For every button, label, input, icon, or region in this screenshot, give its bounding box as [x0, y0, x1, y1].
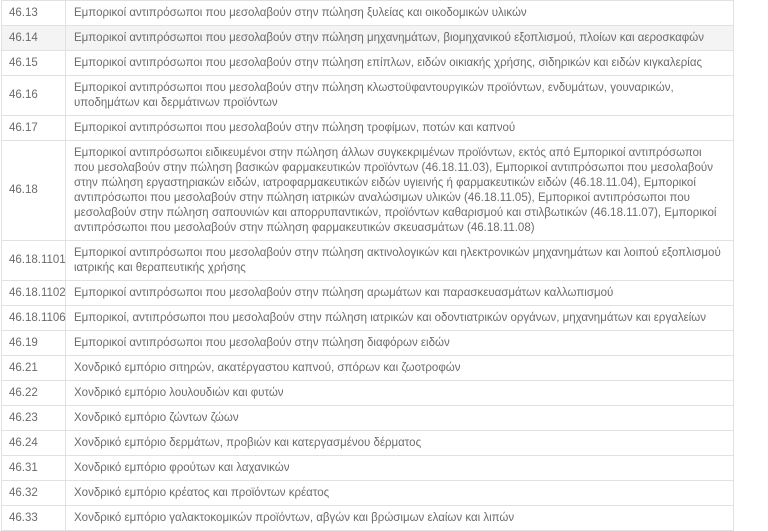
activity-code-cell: 46.19: [2, 331, 66, 356]
activity-codes-table: [1, 0, 734, 531]
activity-description-cell: Εμπορικοί αντιπρόσωποι που μεσολαβούν στην πώληση επίπλων, ειδών οικιακής χρήσης, σιδηρικών και ειδών κιγκαλερίας: [66, 51, 734, 76]
table-row[interactable]: [2, 76, 734, 116]
activity-code-cell: 46.15: [2, 51, 66, 76]
table-row[interactable]: [2, 481, 734, 506]
activity-description-cell: Χονδρικό εμπόριο σιτηρών, ακατέργαστου καπνού, σπόρων και ζωοτροφών: [66, 356, 734, 381]
activity-code-cell: 46.13: [2, 1, 66, 26]
activity-description-cell: Εμπορικοί αντιπρόσωποι ειδικευμένοι στην πώληση άλλων συγκεκριμένων προϊόντων, εκτός από Εμπορικοί αντιπρόσωποι που μεσολαβούν στην πώληση βασικών φαρμακευτικών προϊόντων (46.18.11.03), Εμπορικοί αντιπρόσωποι που μεσολαβούν στην πώληση εργαστηριακών ειδών, ιατροφαρμακευτικών ειδών υγιεινής ή φαρμακευτικών ειδών (46.18.11.04), Εμπορικοί αντιπρόσωποι που μεσολαβούν στην πώληση ιατρικών αναλώσιμων υλικών (46.18.11.05), Εμπορικοί αντιπρόσωποι που μεσολαβούν στην πώληση σαπουνιών και απορρυπαντικών, προϊόντων καθαρισμού και στιλβωτικών (46.18.11.07), Εμπορικοί αντιπρόσωποι που μεσολαβούν στην πώληση φαρμακευτικών σκευασμάτων (46.18.11.08): [66, 141, 734, 241]
activity-description-cell: Εμπορικοί αντιπρόσωποι που μεσολαβούν στην πώληση αρωμάτων και παρασκευασμάτων καλλωπισμού: [66, 281, 734, 306]
table-row[interactable]: [2, 431, 734, 456]
activity-code-cell: 46.16: [2, 76, 66, 116]
table-row[interactable]: [2, 456, 734, 481]
table-row[interactable]: [2, 406, 734, 431]
table-row[interactable]: [2, 26, 734, 51]
activity-code-cell: 46.18.1101: [2, 241, 66, 281]
activity-description-cell: Εμπορικοί αντιπρόσωποι που μεσολαβούν στην πώληση μηχανημάτων, βιομηχανικού εξοπλισμού, πλοίων και αεροσκαφών: [66, 26, 734, 51]
activity-code-cell: 46.24: [2, 431, 66, 456]
activity-description-cell: Εμπορικοί αντιπρόσωποι που μεσολαβούν στην πώληση ακτινολογικών και ηλεκτρονικών μηχανημάτων και λοιπού εξοπλισμού ιατρικής και θεραπευτικής χρήσης: [66, 241, 734, 281]
activity-description-cell: Εμπορικοί αντιπρόσωποι που μεσολαβούν στην πώληση διαφόρων ειδών: [66, 331, 734, 356]
activity-description-cell: Χονδρικό εμπόριο ζώντων ζώων: [66, 406, 734, 431]
table-row[interactable]: [2, 1, 734, 26]
activity-description-cell: Εμπορικοί αντιπρόσωποι που μεσολαβούν στην πώληση ξυλείας και οικοδομικών υλικών: [66, 1, 734, 26]
activity-description-cell: Χονδρικό εμπόριο φρούτων και λαχανικών: [66, 456, 734, 481]
table-row[interactable]: [2, 331, 734, 356]
activity-description-cell: Χονδρικό εμπόριο λουλουδιών και φυτών: [66, 381, 734, 406]
activity-code-cell: 46.18.1106: [2, 306, 66, 331]
activity-code-cell: 46.18: [2, 141, 66, 241]
activity-code-cell: 46.14: [2, 26, 66, 51]
activity-code-cell: 46.23: [2, 406, 66, 431]
table-row[interactable]: [2, 381, 734, 406]
activity-code-cell: 46.18.1102: [2, 281, 66, 306]
activity-code-cell: 46.17: [2, 116, 66, 141]
activity-description-cell: Εμπορικοί αντιπρόσωποι που μεσολαβούν στην πώληση κλωστοϋφαντουργικών προϊόντων, ενδυμάτων, γουναρικών, υποδημάτων και δερμάτινων προϊόντων: [66, 76, 734, 116]
table-row[interactable]: [2, 281, 734, 306]
table-row[interactable]: [2, 241, 734, 281]
table-row[interactable]: [2, 51, 734, 76]
activity-description-cell: Εμπορικοί αντιπρόσωποι που μεσολαβούν στην πώληση τροφίμων, ποτών και καπνού: [66, 116, 734, 141]
activity-code-cell: 46.21: [2, 356, 66, 381]
activity-code-cell: 46.33: [2, 506, 66, 531]
activity-code-cell: 46.22: [2, 381, 66, 406]
table-row[interactable]: [2, 306, 734, 331]
table-body: [2, 1, 734, 531]
activity-code-cell: 46.31: [2, 456, 66, 481]
table-row[interactable]: [2, 141, 734, 241]
activity-description-cell: Εμπορικοί, αντιπρόσωποι που μεσολαβούν στην πώληση ιατρικών και οδοντιατρικών οργάνων, μηχανημάτων και εργαλείων: [66, 306, 734, 331]
activity-description-cell: Χονδρικό εμπόριο δερμάτων, προβιών και κατεργασμένου δέρματος: [66, 431, 734, 456]
table-row[interactable]: [2, 356, 734, 381]
table-row[interactable]: [2, 506, 734, 531]
activity-code-cell: 46.32: [2, 481, 66, 506]
activity-description-cell: Χονδρικό εμπόριο κρέατος και προϊόντων κρέατος: [66, 481, 734, 506]
activity-description-cell: Χονδρικό εμπόριο γαλακτοκομικών προϊόντων, αβγών και βρώσιμων ελαίων και λιπών: [66, 506, 734, 531]
table-row[interactable]: [2, 116, 734, 141]
